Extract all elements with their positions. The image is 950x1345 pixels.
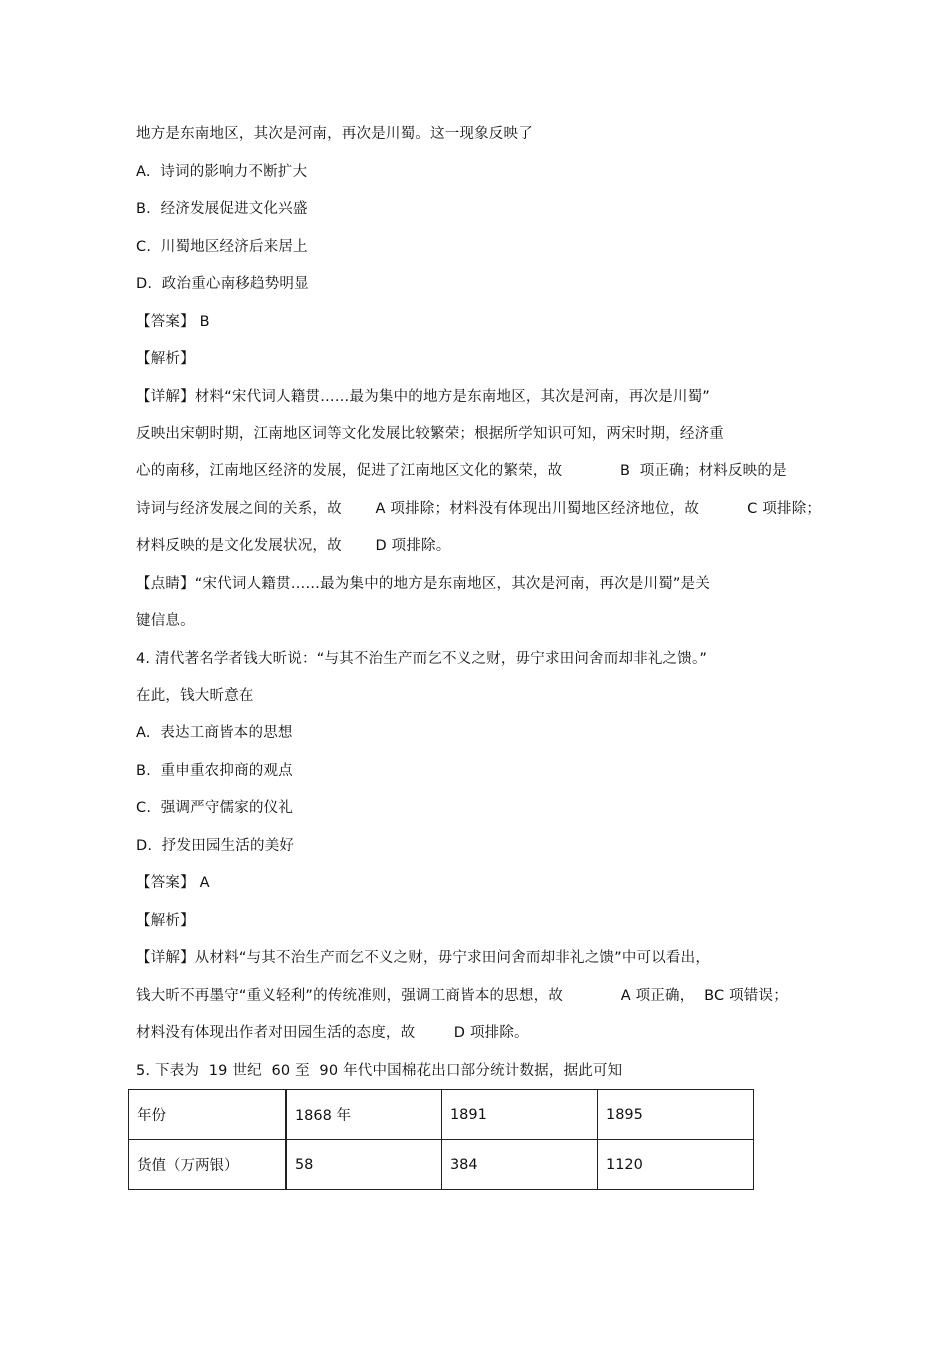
q3-detail-line: 材料反映的是文化发展状况，故 D 项排除。: [136, 538, 451, 554]
q3-detail-line: 【详解】材料“宋代词人籍贯……最为集中的地方是东南地区，其次是河南，再次是川蜀”: [136, 389, 711, 405]
q4-stem-line: 4. 清代著名学者钱大昕说：“与其不治生产而乞不义之财，毋宁求田问舍而却非礼之馈。”: [136, 651, 708, 667]
table-header-row: [129, 1090, 754, 1140]
q4-detail-line: 材料没有体现出作者对田园生活的态度，故 D 项排除。: [136, 1025, 529, 1041]
table-row: [129, 1140, 754, 1190]
q3-detail-line: 反映出宋朝时期，江南地区词等文化发展比较繁荣；根据所学知识可知，两宋时期，经济重: [136, 426, 724, 442]
table-cell: 1868 年: [286, 1090, 442, 1140]
q3-option-b: B. 经济发展促进文化兴盛: [136, 201, 308, 217]
q4-stem-line: 在此，钱大昕意在: [136, 688, 254, 704]
q3-detail-line: 心的南移，江南地区经济的发展，促进了江南地区文化的繁荣，故 B 项正确；材料反映的是: [136, 463, 787, 479]
q3-option-d: D. 政治重心南移趋势明显: [136, 276, 309, 292]
q4-option-a: A. 表达工商皆本的思想: [136, 725, 293, 741]
q4-option-d: D. 抒发田园生活的美好: [136, 838, 295, 854]
q4-detail-line: 【详解】从材料“与其不治生产而乞不义之财，毋宁求田问舍而却非礼之馈”中可以看出，: [136, 950, 711, 966]
q3-comment-line: 键信息。: [136, 613, 195, 629]
q3-option-a: A. 诗词的影响力不断扩大: [136, 164, 308, 180]
q3-stem-continuation: 地方是东南地区，其次是河南，再次是川蜀。这一现象反映了: [136, 126, 533, 142]
table-cell: 58: [286, 1140, 442, 1190]
q5-stem: 5. 下表为 19 世纪 60 至 90 年代中国棉花出口部分统计数据，据此可知: [136, 1063, 623, 1079]
q4-answer: 【答案】 A: [136, 875, 210, 891]
q4-option-c: C. 强调严守儒家的仪礼: [136, 800, 294, 816]
q3-option-c: C. 川蜀地区经济后来居上: [136, 239, 308, 255]
q3-detail-line: 诗词与经济发展之间的关系，故 A 项排除；材料没有体现出川蜀地区经济地位，故 C 项排除；: [136, 501, 822, 517]
q3-answer: 【答案】 B: [136, 314, 210, 330]
table-cell: 货值（万两银）: [129, 1140, 286, 1190]
cotton-export-table: [128, 1089, 754, 1190]
table-cell: 384: [441, 1140, 597, 1190]
table-cell: 1895: [597, 1090, 753, 1140]
q4-detail-line: 钱大昕不再墨守“重义轻利”的传统准则，强调工商皆本的思想，故 A 项正确， BC 项错误；: [136, 988, 788, 1004]
q3-comment-line: 【点睛】“宋代词人籍贯……最为集中的地方是东南地区，其次是河南，再次是川蜀”是关: [136, 576, 711, 592]
q3-analysis-label: 【解析】: [136, 351, 195, 367]
q4-analysis-label: 【解析】: [136, 913, 195, 929]
table-cell: 1120: [597, 1140, 753, 1190]
table-cell: 1891: [441, 1090, 597, 1140]
q4-option-b: B. 重申重农抑商的观点: [136, 763, 293, 779]
table-cell: 年份: [129, 1090, 286, 1140]
